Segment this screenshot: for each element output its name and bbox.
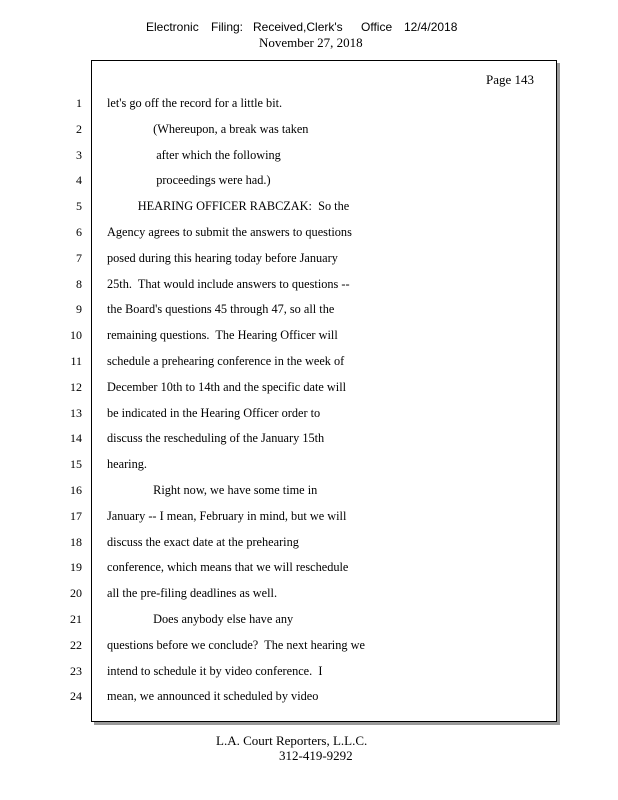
header-date: November 27, 2018 — [259, 35, 363, 50]
transcript-line: conference, which means that we will reschedule — [107, 560, 349, 575]
line-number: 19 — [70, 560, 82, 575]
stamp-word-filing: Filing: — [211, 20, 244, 34]
transcript-line: intend to schedule it by video conference. I — [107, 663, 323, 678]
transcript-lines — [107, 94, 547, 713]
transcript-line: questions before we conclude? The next hearing we — [107, 637, 365, 652]
line-number: 14 — [70, 431, 82, 446]
line-number: 21 — [70, 611, 82, 626]
transcript-line: schedule a prehearing conference in the week of — [107, 353, 345, 368]
transcript-line: all the pre-filing deadlines as well. — [107, 586, 278, 601]
line-number: 17 — [70, 508, 82, 523]
transcript-line: be indicated in the Hearing Officer order to — [107, 405, 321, 420]
filing-stamp — [0, 20, 618, 36]
transcript-line: December 10th to 14th and the specific date will — [107, 379, 347, 394]
line-number: 5 — [76, 199, 82, 214]
transcript-line: posed during this hearing today before January — [107, 250, 338, 265]
transcript-line: proceedings were had.) — [107, 173, 271, 188]
reporter-company: L.A. Court Reporters, L.L.C. — [216, 733, 368, 748]
line-number: 23 — [70, 663, 82, 678]
stamp-date: 12/4/2018 — [404, 20, 458, 34]
line-number: 15 — [70, 457, 82, 472]
stamp-word-office: Office — [361, 20, 393, 34]
transcript-line: let's go off the record for a little bit. — [107, 96, 283, 110]
line-number: 16 — [70, 482, 82, 497]
line-number: 12 — [70, 379, 82, 394]
transcript-line: (Whereupon, a break was taken — [107, 121, 309, 136]
transcript-line: remaining questions. The Hearing Officer will — [107, 328, 338, 343]
transcript-line: mean, we announced it scheduled by video — [107, 689, 319, 704]
stamp-word-received: Received,Clerk's — [253, 20, 343, 34]
line-number: 3 — [76, 147, 82, 162]
page-number: Page 143 — [485, 72, 534, 87]
transcript-line: discuss the exact date at the prehearing — [107, 534, 299, 549]
transcript-line: hearing. — [107, 457, 147, 472]
stamp-word-electronic: Electronic — [146, 20, 199, 34]
line-number: 4 — [76, 173, 82, 188]
line-number: 24 — [70, 689, 82, 704]
reporter-phone: 312-419-9292 — [279, 748, 353, 763]
line-number: 2 — [76, 121, 82, 136]
transcript-line: discuss the rescheduling of the January 15th — [107, 431, 325, 446]
line-number: 8 — [76, 276, 82, 291]
transcript-line: Does anybody else have any — [107, 611, 294, 626]
transcript-line: 25th. That would include answers to questions -- — [107, 276, 350, 291]
line-number: 1 — [76, 96, 82, 110]
line-number: 18 — [70, 534, 82, 549]
line-number: 7 — [76, 250, 82, 265]
line-number: 11 — [70, 353, 82, 368]
line-number: 22 — [70, 637, 82, 652]
line-number: 10 — [70, 328, 82, 343]
line-number: 6 — [76, 224, 82, 239]
line-number: 9 — [76, 302, 82, 317]
transcript-line: Right now, we have some time in — [107, 482, 318, 497]
transcript-line: Agency agrees to submit the answers to questions — [107, 224, 352, 239]
line-number: 13 — [70, 405, 82, 420]
transcript-line: the Board's questions 45 through 47, so all the — [107, 302, 335, 317]
line-number: 20 — [70, 586, 82, 601]
line-numbers — [60, 94, 82, 713]
transcript-line: January -- I mean, February in mind, but we will — [107, 508, 347, 523]
transcript-line: HEARING OFFICER RABCZAK: So the — [107, 199, 350, 214]
transcript-line: after which the following — [107, 147, 281, 162]
